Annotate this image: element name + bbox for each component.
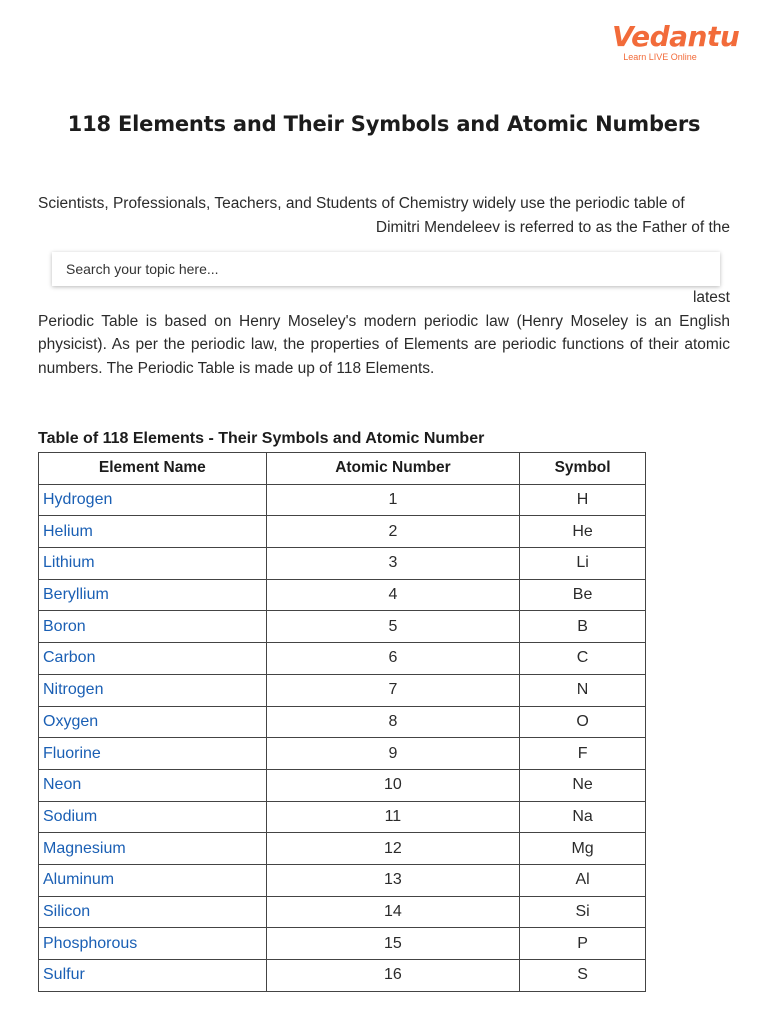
table-header-row [39,453,646,485]
element-symbol: B [520,611,646,643]
intro-line-1: Scientists, Professionals, Teachers, and Students of Chemistry widely use the periodic table of [38,195,685,212]
table-row [39,896,646,928]
table-row [39,643,646,675]
table-row [39,611,646,643]
element-symbol: Ne [520,769,646,801]
element-symbol: Si [520,896,646,928]
header-symbol: Symbol [520,453,646,485]
atomic-number: 15 [266,928,520,960]
atomic-number: 8 [266,706,520,738]
intro-line-5: latest [692,289,730,306]
atomic-number: 16 [266,960,520,992]
elements-table [38,452,646,992]
table-row [39,706,646,738]
table-caption: Table of 118 Elements - Their Symbols and Atomic Number [38,430,485,447]
atomic-number: 7 [266,674,520,706]
table-row [39,801,646,833]
intro-line-2: Dimitri Mendeleev is referred to as the Father of the [375,218,730,236]
element-link[interactable]: Beryllium [39,579,267,611]
table-row [39,674,646,706]
logo-wordmark: Vedantu [612,20,740,53]
intro-paragraph [38,192,730,380]
element-link[interactable]: Boron [39,611,267,643]
element-symbol: Mg [520,833,646,865]
element-link[interactable]: Silicon [39,896,267,928]
table-row [39,769,646,801]
atomic-number: 6 [266,643,520,675]
element-link[interactable]: Phosphorous [39,928,267,960]
atomic-number: 1 [266,484,520,516]
element-link[interactable]: Lithium [39,548,267,580]
atomic-number: 13 [266,864,520,896]
atomic-number: 14 [266,896,520,928]
element-link[interactable]: Neon [39,769,267,801]
table-row [39,484,646,516]
header-element-name: Element Name [39,453,267,485]
table-row [39,579,646,611]
table-row [39,548,646,580]
atomic-number: 9 [266,738,520,770]
element-symbol: O [520,706,646,738]
element-link[interactable]: Hydrogen [39,484,267,516]
table-row [39,738,646,770]
element-symbol: Na [520,801,646,833]
element-link[interactable]: Carbon [39,643,267,675]
element-link[interactable]: Sodium [39,801,267,833]
element-link[interactable]: Aluminum [39,864,267,896]
element-link[interactable]: Fluorine [39,738,267,770]
logo-tagline: Learn LIVE Online [623,52,697,62]
element-link[interactable]: Sulfur [39,960,267,992]
element-symbol: Li [520,548,646,580]
element-symbol: P [520,928,646,960]
element-link[interactable]: Oxygen [39,706,267,738]
element-link[interactable]: Magnesium [39,833,267,865]
intro-rest: Periodic Table is based on Henry Moseley's modern periodic law (Henry Moseley is an English physicist). As per the periodic law, the properties of Elements are periodic functions of their atomic numbers. The Periodic Table is made up of 118 Elements. [38,312,730,377]
element-symbol: F [520,738,646,770]
table-row [39,864,646,896]
table-row [39,960,646,992]
atomic-number: 4 [266,579,520,611]
element-symbol: Be [520,579,646,611]
atomic-number: 12 [266,833,520,865]
element-symbol: N [520,674,646,706]
element-symbol: He [520,516,646,548]
element-symbol: S [520,960,646,992]
search-bar[interactable] [52,252,720,286]
atomic-number: 10 [266,769,520,801]
table-row [39,928,646,960]
search-input[interactable] [66,261,720,277]
table-row [39,833,646,865]
atomic-number: 5 [266,611,520,643]
atomic-number: 3 [266,548,520,580]
vedantu-logo[interactable] [612,20,740,62]
element-link[interactable]: Nitrogen [39,674,267,706]
element-symbol: C [520,643,646,675]
element-link[interactable]: Helium [39,516,267,548]
header-atomic-number: Atomic Number [266,453,520,485]
atomic-number: 11 [266,801,520,833]
element-symbol: Al [520,864,646,896]
page-title: 118 Elements and Their Symbols and Atomic Numbers [67,112,701,136]
table-row [39,516,646,548]
atomic-number: 2 [266,516,520,548]
element-symbol: H [520,484,646,516]
